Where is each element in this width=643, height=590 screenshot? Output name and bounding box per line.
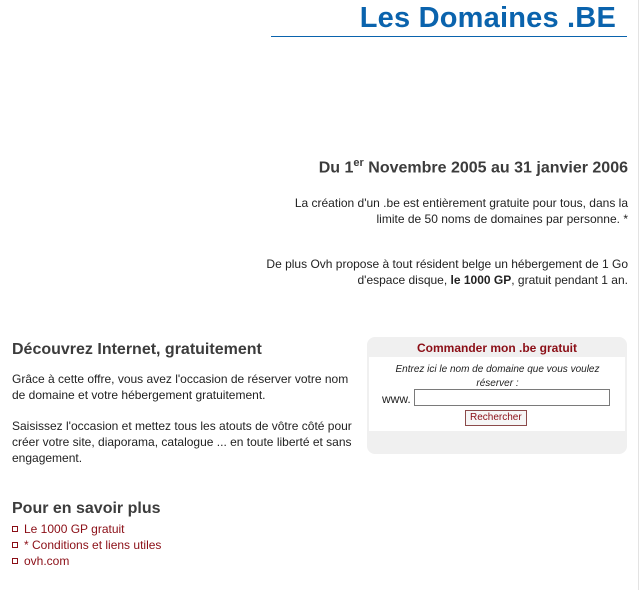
dates-superscript: er <box>353 157 364 169</box>
promo-dates <box>319 157 628 177</box>
link-ovh[interactable]: ovh.com <box>24 554 70 568</box>
more-info-links <box>12 521 161 569</box>
page-title: Les Domaines .BE <box>359 2 616 34</box>
search-button[interactable]: Rechercher <box>465 410 527 426</box>
promo-paragraph-free: La création d'un .be est entièrement gratuite pour tous, dans la limite de 50 noms de domaines par personne. * <box>294 196 628 226</box>
promo-paragraph-hosting <box>258 256 628 288</box>
dates-prefix: Du 1 <box>318 159 354 177</box>
order-panel-title: Commander mon .be gratuit <box>416 341 577 355</box>
square-bullet-icon <box>12 558 18 564</box>
hosting-text-bold: le 1000 GP <box>450 273 512 287</box>
square-bullet-icon <box>12 526 18 532</box>
right-edge-divider <box>638 0 639 590</box>
list-item <box>12 537 161 553</box>
link-conditions[interactable]: * Conditions et liens utiles <box>24 538 162 552</box>
discover-text-2: Saisissez l'occasion et mettez tous les atouts de vôtre côté pour créer votre site, diaporama, catalogue ... en toute liberté et sans engagement. <box>12 419 352 465</box>
discover-heading: Découvrez Internet, gratuitement <box>12 341 262 358</box>
hosting-text-pre: De plus Ovh propose à tout résident belge un hébergement de 1 Go d'espace disque, <box>266 257 628 287</box>
list-item <box>12 521 161 537</box>
www-prefix: www. <box>382 392 411 406</box>
domain-input-label: Entrez ici le nom de domaine que vous voulez réserver : <box>395 364 600 389</box>
dates-rest: Novembre 2005 au 31 janvier 2006 <box>363 159 628 177</box>
hosting-text-post: , gratuit pendant 1 an. <box>511 273 628 287</box>
square-bullet-icon <box>12 542 18 548</box>
title-underline <box>271 36 627 37</box>
list-item <box>12 553 161 569</box>
link-1000gp[interactable]: Le 1000 GP gratuit <box>24 522 125 536</box>
more-info-heading: Pour en savoir plus <box>12 500 161 517</box>
domain-input[interactable] <box>414 389 610 406</box>
discover-text-1: Grâce à cette offre, vous avez l'occasion de réserver votre nom de domaine et votre hébergement gratuitement. <box>12 372 349 402</box>
